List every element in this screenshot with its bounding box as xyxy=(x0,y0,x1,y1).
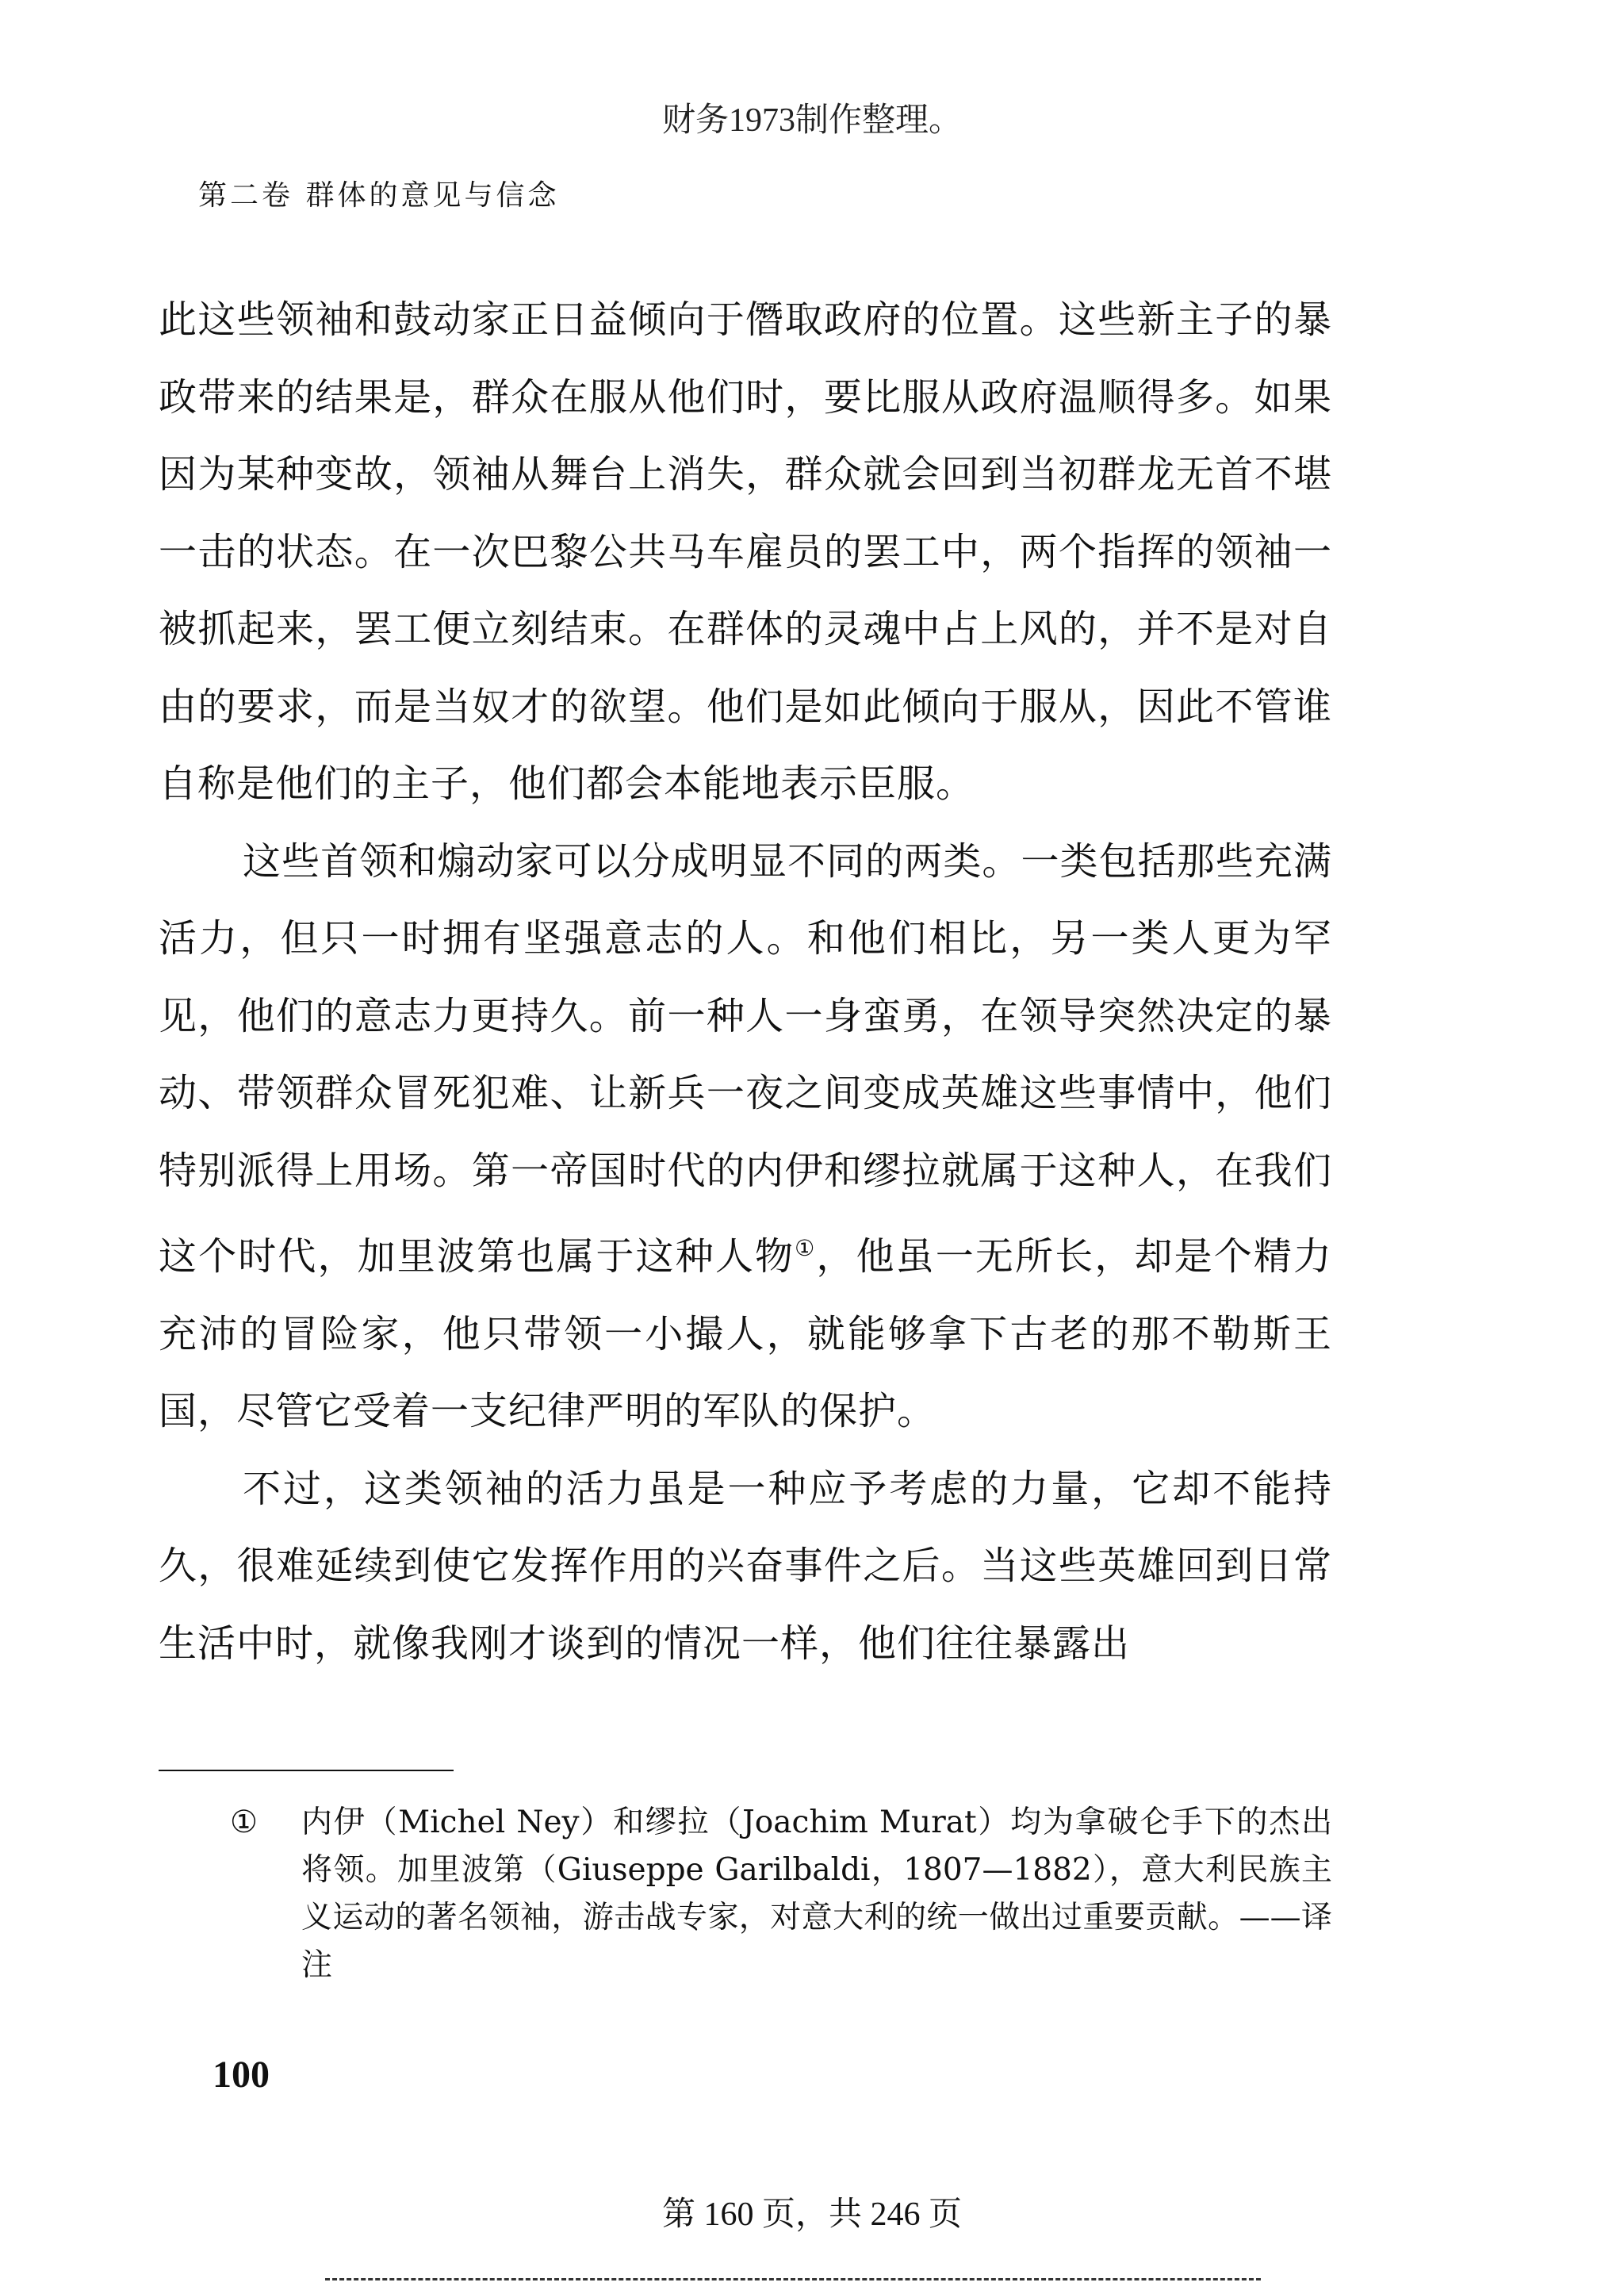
paragraph-3 xyxy=(159,1451,1332,1683)
paragraph-2 xyxy=(159,823,1332,1451)
paragraph-3-text: 不过，这类领袖的活力虽是一种应予考虑的力量，它却不能持久，很难延续到使它发挥作用的兴奋事件之后。当这些英雄回到日常生活中时，就像我刚才谈到的情况一样，他们往往暴露出 xyxy=(159,1466,1332,1666)
page-number: 100 xyxy=(213,2054,270,2096)
scan-edge-divider xyxy=(325,2278,1261,2280)
running-head: 第二卷 群体的意见与信念 xyxy=(198,179,560,212)
paragraph-1 xyxy=(159,282,1332,823)
body-text xyxy=(159,282,1332,1682)
paragraph-1-text: 此这些领袖和鼓动家正日益倾向于僭取政府的位置。这些新主子的暴政带来的结果是，群众在服从他们时，要比服从政府温顺得多。如果因为某种变故，领袖从舞台上消失，群众就会回到当初群龙无首不堪一击的状态。在一次巴黎公共马车雇员的罢工中，两个指挥的领袖一被抓起来，罢工便立刻结束。在群体的灵魂中占上风的，并不是对自由的要求，而是当奴才的欲望。他们是如此倾向于服从，因此不管谁自称是他们的主子，他们都会本能地表示臣服。 xyxy=(159,297,1332,806)
watermark-text: 财务1973制作整理。 xyxy=(661,102,962,139)
footnote xyxy=(230,1799,1332,1989)
paragraph-2-tail: ，他虽一无所长，却是个精力充沛的冒险家，他只带领一小撮人，就能够拿下古老的那不勒斯王国，尽管它受着一支纪律严明的军队的保护。 xyxy=(159,1234,1332,1433)
paragraph-2-text: 这些首领和煽动家可以分成明显不同的两类。一类包括那些充满活力，但只一时拥有坚强意志的人。和他们相比，另一类人更为罕见，他们的意志力更持久。前一种人一身蛮勇，在领导突然决定的暴动、带领群众冒死犯难、让新兵一夜之间变成英雄这些事情中，他们特别派得上用场。第一帝国时代的内伊和缪拉就属于这种人，在我们这个时代，加里波第也属于这种人物 xyxy=(159,838,1332,1279)
footnote-divider xyxy=(159,1770,454,1771)
footnote-reference[interactable]: ① xyxy=(795,1235,817,1261)
footnote-marker: ① xyxy=(230,1805,258,1840)
footnote-text: 内伊（Michel Ney）和缪拉（Joachim Murat）均为拿破仑手下的杰出将领。加里波第（Giuseppe Garilbaldi，1807—1882），意大利民族主义运动的著名领袖，游击战专家，对意大利的统一做出过重要贡献。——译注 xyxy=(301,1805,1332,1983)
page-indicator: 第 160 页，共 246 页 xyxy=(661,2196,962,2233)
